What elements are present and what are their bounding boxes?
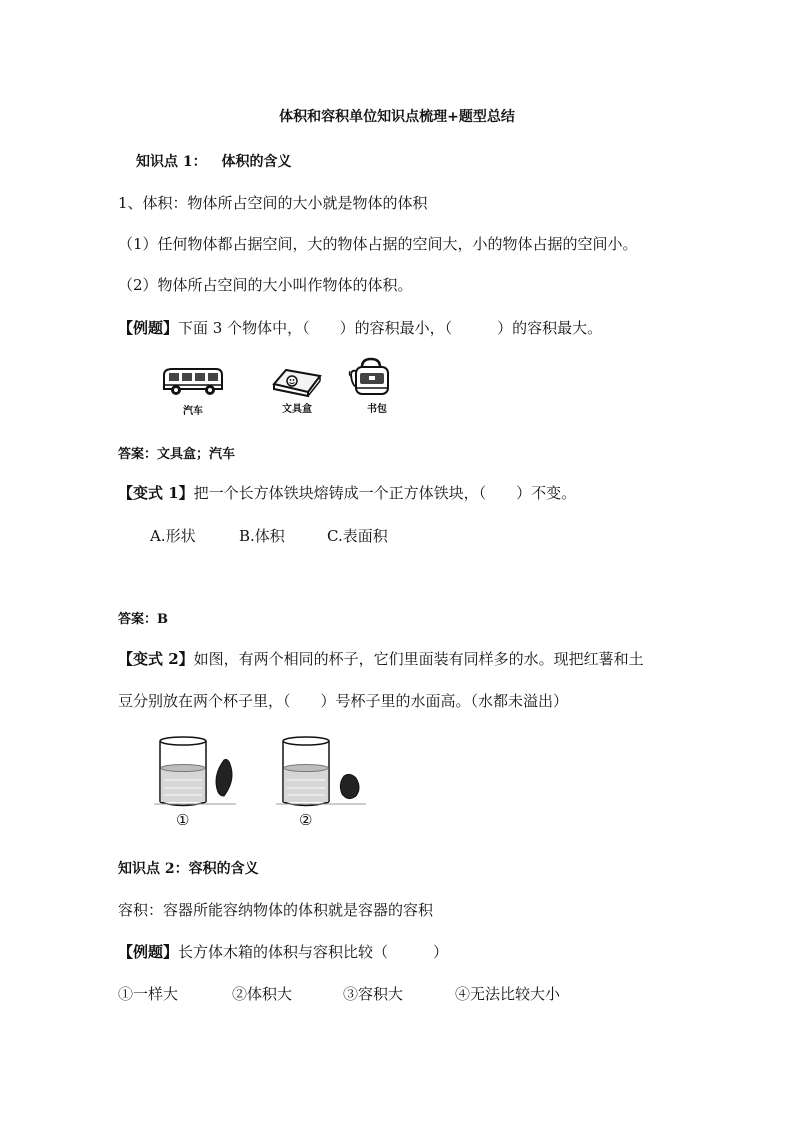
knowledge-point-1-heading xyxy=(136,151,292,171)
cup-1-with-sweet-potato xyxy=(150,732,240,812)
bus-caption: 汽车 xyxy=(183,406,203,417)
kp1-name: 体积的含义 xyxy=(221,154,292,170)
schoolbag-illustration xyxy=(348,357,394,397)
example-1-question xyxy=(118,317,602,338)
variant-1-tag: 【变式 1】 xyxy=(118,484,194,502)
volume-definition: 1、体积：物体所占空间的大小就是物体的体积 xyxy=(118,194,428,212)
example-2-option-2: ②体积大 xyxy=(232,985,293,1003)
example-2-question xyxy=(118,941,448,962)
variant-1-answer-label: 答案： xyxy=(118,612,158,627)
variant-2-line-1 xyxy=(118,648,644,669)
bus-illustration xyxy=(160,365,226,397)
variant-2-text-1: 如图，有两个相同的杯子，它们里面装有同样多的水。现把红薯和土 xyxy=(193,650,644,668)
variant-1-option-c: C.表面积 xyxy=(327,527,388,545)
capacity-definition: 容积：容器所能容纳物体的体积就是容器的容积 xyxy=(118,901,434,919)
variant-1-text: 把一个长方体铁块熔铸成一个正方体铁块，（ ）不变。 xyxy=(193,484,577,502)
variant-1-option-b: B.体积 xyxy=(239,527,285,545)
example-2-tag: 【例题】 xyxy=(118,943,179,961)
example-1-tag: 【例题】 xyxy=(118,319,179,337)
variant-2-tag: 【变式 2】 xyxy=(118,650,194,668)
pencil-case-caption: 文具盒 xyxy=(282,404,312,415)
example-2-text: 长方体木箱的体积与容积比较（ ） xyxy=(178,943,449,961)
example-1-answer xyxy=(118,443,235,462)
example-1-answer-text: 文具盒；汽车 xyxy=(157,447,236,462)
example-2-option-4: ④无法比较大小 xyxy=(455,985,561,1003)
variant-1-answer-text: B xyxy=(157,612,169,627)
variant-1-question xyxy=(118,482,576,503)
example-1-text: 下面 3 个物体中，（ ）的容积最小，（ ）的容积最大。 xyxy=(178,319,603,337)
cup-2-label: ② xyxy=(299,811,313,829)
page-title: 体积和容积单位知识点梳理+题型总结 xyxy=(279,109,515,125)
example-1-answer-label: 答案： xyxy=(118,447,158,462)
point-2: （2）物体所占空间的大小叫作物体的体积。 xyxy=(118,276,413,294)
cup-1-label: ① xyxy=(176,811,190,829)
variant-1-option-a: A.形状 xyxy=(150,527,196,545)
cup-2-with-potato xyxy=(272,732,372,812)
example-2-option-3: ③容积大 xyxy=(343,985,404,1003)
variant-2-line-2: 豆分别放在两个杯子里，（ ）号杯子里的水面高。（水都未溢出） xyxy=(118,692,569,710)
point-1: （1）任何物体都占据空间，大的物体占据的空间大，小的物体占据的空间小。 xyxy=(118,235,638,253)
pencil-case-illustration xyxy=(270,364,324,398)
example-2-option-1: ①一样大 xyxy=(118,985,179,1003)
schoolbag-caption: 书包 xyxy=(367,404,387,415)
kp1-label: 知识点 1： xyxy=(136,154,207,170)
knowledge-point-2-heading: 知识点 2：容积的含义 xyxy=(118,861,259,877)
variant-1-answer xyxy=(118,608,168,627)
